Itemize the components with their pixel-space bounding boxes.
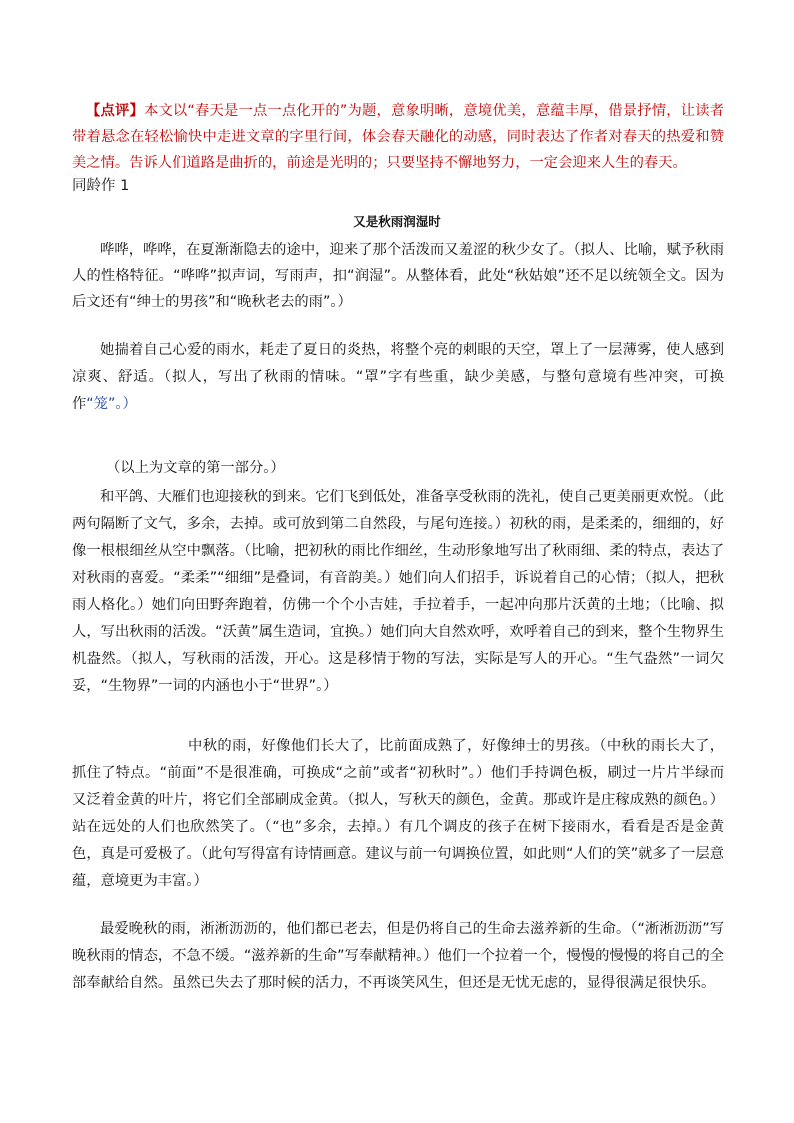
essay-title: 又是秋雨润湿时: [353, 214, 441, 229]
comment-text: （拟人，写秋雨的活泼，开心。这是移情于物的写法，实际是写人的开心。“生气盎然”一词欠妥，“生物界”一词的内涵也小于“世界”。）: [72, 651, 724, 694]
essay-text: 和平鸽、大雁们也迎接秋的到来。它们飞到低处，准备享受秋雨的洗礼，使自己更美丽更欢悦。（此两句隔断了文气，多余，去掉。或可放到第二自然段，与尾句连接。）初秋的雨，是柔柔的，细细的，好像一根根细丝从空中飘落。: [72, 489, 724, 559]
critique-text: 本文以“春天是一点一点化开的”为题，意象明晰，意境优美，意蕴丰厚，借景抒情，让读者带着悬念在轻松愉快中走进文章的字里行间，体会春天融化的动感，同时表达了作者对春天的热爱和赞美之情。告诉人们道路是曲折的，前途是光明的；只要坚持不懈地努力，一定会迎来人生的春天。: [72, 103, 724, 171]
comment-text: （中秋的雨长大了，抓住了特点。“前面”不是很准确，可换成“之前”或者“初秋时”。）: [72, 738, 724, 781]
essay-paragraph-5: [72, 916, 724, 997]
comment-text: （拟人，写出了秋雨的情味。“罩”字有些重，缺少美感，与整句意境有些冲突，可换作: [72, 369, 724, 412]
comment-text: （拟人，写秋天的颜色，金黄。那或许是庄稼成熟的颜色。）: [347, 792, 725, 808]
essay-text: 她们向田野奔跑着，仿佛一个个小吉娃，手拉着手，一起冲向那片沃黄的土地；: [151, 597, 659, 613]
essay-paragraph-2: [72, 337, 724, 418]
essay-text: 她们向人们招手，诉说着自己的心情；: [398, 570, 645, 586]
comment-text: （比喻，把初秋的雨比作细丝，生动形象地写出了秋雨细、柔的特点，表达了对秋雨的喜爱。“柔柔”“细细”是叠词，有音韵美。）: [72, 543, 724, 586]
essay-text: 她揣着自己心爱的雨水，耗走了夏日的炎热，将整个亮的刺眼的天空，罩上了一层薄雾，使人感到凉爽、舒适。: [72, 342, 724, 385]
essay-text: 中秋的雨，好像他们长大了，比前面成熟了，好像绅士的男孩。: [188, 738, 600, 754]
essay-text: 哗哗，哗哗，在夏渐渐隐去的途中，迎来了那个活泼而又羞涩的秋少女了。: [100, 242, 574, 258]
essay-text: 她们向大自然欢呼，欢呼着自己的到来，整个生物界生机盎然。: [72, 624, 724, 667]
section-heading: 同龄作 1: [72, 178, 130, 194]
essay-text: 他们手持调色板，刷过一片片半绿而又泛着金黄的叶片，将它们全部刷成金黄。: [72, 765, 724, 808]
comment-text: （“淅淅沥沥”写晚秋雨的情态，不急不缓。“滋养新的生命”写奉献精神。）: [72, 921, 724, 964]
critique-paragraph: [72, 98, 724, 176]
essay-paragraph-3: [72, 484, 724, 700]
comment-text: （拟人、比喻，赋予秋雨人的性格特征。“哗哗”拟声词，写雨声，扣“润湿”。从整体看，此处“秋姑娘”还不足以统领全文。因为后文还有“绅士的男孩”和“晚秋老去的雨”。）: [72, 242, 724, 310]
comment-text: （拟人，把秋雨人格化。）: [72, 570, 724, 613]
essay-text: 他们一个拉着一个，慢慢的慢慢的将自己的全部奉献给自然。虽然已失去了那时候的活力，不再谈笑风生，但还是无忧无虑的，显得很满足很快乐。: [72, 948, 724, 991]
essay-text: 最爱晚秋的雨，淅淅沥沥的，他们都已老去，但是仍将自己的生命去滋养新的生命。: [100, 921, 631, 937]
comment-text: （比喻、拟人，写出秋雨的活泼。“沃黄”属生造词，宜换。）: [72, 597, 724, 640]
essay-paragraph-4: [72, 733, 724, 895]
essay-paragraph-1: [72, 237, 724, 315]
critique-label: 【点评】: [86, 103, 144, 119]
comment-text: （此句写得富有诗情画意。建议与前一句调换位置，如此则“人们的笑”就多了一层意蕴，意境更为丰富。）: [72, 846, 725, 889]
comment-text-blue: “笼”。）: [86, 396, 137, 412]
section-note: （以上为文章的第一部分。）: [106, 460, 285, 476]
essay-text: 站在远处的人们也欣然笑了。（“也”多余，去掉。）有几个调皮的孩子在树下接雨水，看看是否是金黄色，真是可爱极了。: [72, 819, 724, 862]
